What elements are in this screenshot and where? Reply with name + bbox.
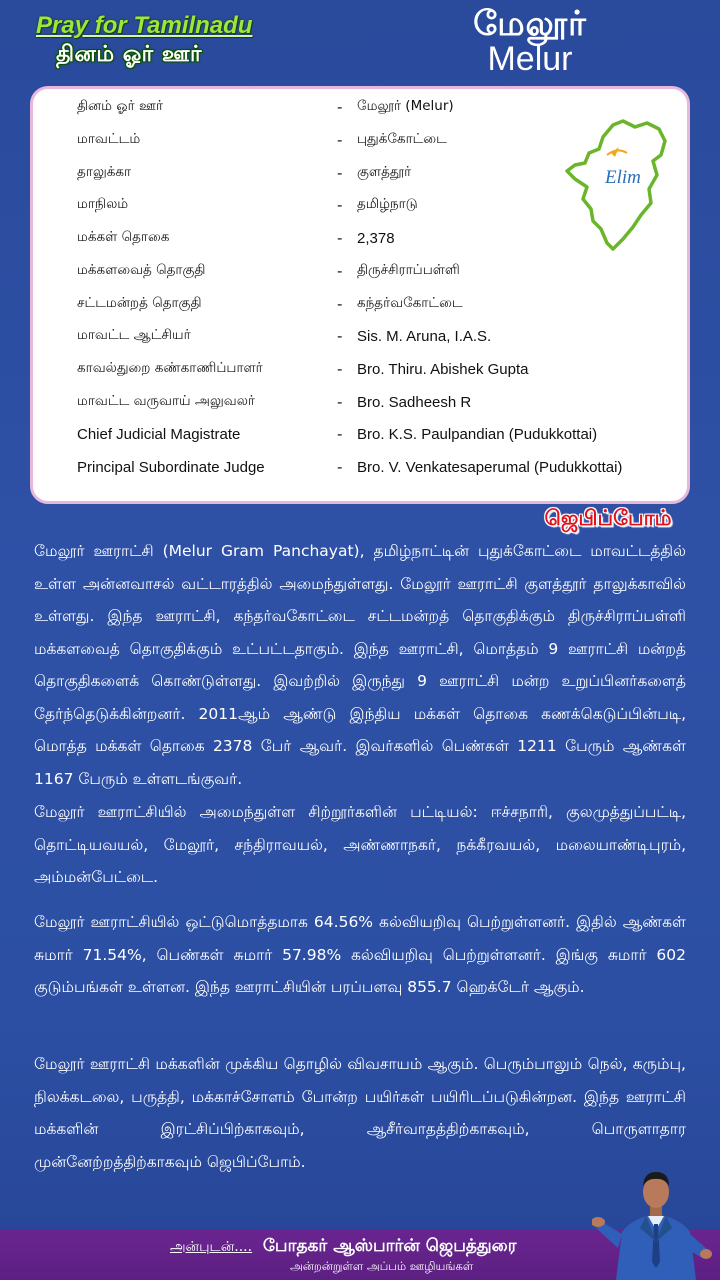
- info-dash: -: [337, 327, 343, 345]
- info-label: Chief Judicial Magistrate: [77, 425, 241, 443]
- info-value: Sis. M. Aruna, I.A.S.: [357, 327, 492, 345]
- info-dash: -: [337, 393, 343, 411]
- info-dash: -: [337, 131, 343, 149]
- info-value: Bro. Sadheesh R: [357, 393, 472, 411]
- info-row: [77, 257, 687, 285]
- ministry-name: அன்றன்றுள்ள அப்பம் ஊழியங்கள்: [290, 1259, 474, 1273]
- info-dash: -: [337, 360, 343, 378]
- pastor-name: போதகர் ஆஸ்பார்ன் ஜெபத்துரை: [262, 1236, 517, 1256]
- info-label: மாவட்டம்: [77, 131, 141, 147]
- info-label: மாவட்ட ஆட்சியர்: [77, 327, 191, 343]
- info-value: Bro. V. Venkatesaperumal (Pudukkottai): [357, 458, 623, 476]
- paragraph-literacy: மேலூர் ஊராட்சியில் ஒட்டுமொத்தமாக 64.56% கல்வியறிவு பெற்றுள்ளனர். இதில் ஆண்கள் சுமார் 71.54%, பெண்கள் சுமார் 57.98% கல்வியறிவு பெற்றுள்ளனர். இங்கு சுமார் 602 குடும்பங்கள் உள்ளன. இந்த ஊராட்சியின் பரப்பளவு 855.7 ஹெக்டேர் ஆகும்.: [34, 913, 686, 996]
- info-label: காவல்துறை கண்காணிப்பாளர்: [77, 360, 263, 376]
- info-dash: -: [337, 98, 343, 116]
- info-dash: -: [337, 425, 343, 443]
- info-label: மாநிலம்: [77, 196, 129, 212]
- info-value: திருச்சிராப்பள்ளி: [357, 262, 460, 278]
- info-dash: -: [337, 196, 343, 214]
- info-label: Principal Subordinate Judge: [77, 458, 265, 476]
- village-name-tamil: மேலூர்: [473, 4, 587, 44]
- info-dash: -: [337, 164, 343, 182]
- info-label: தினம் ஓர் ஊர்: [77, 98, 164, 114]
- pray-badge: ஜெபிப்போம்: [544, 506, 672, 530]
- info-value: கந்தர்வகோட்டை: [357, 295, 463, 311]
- info-value: புதுக்கோட்டை: [357, 131, 447, 147]
- info-value: Bro. K.S. Paulpandian (Pudukkottai): [357, 425, 598, 443]
- footer-signature: [170, 1236, 640, 1258]
- info-card: [30, 86, 690, 504]
- info-label: சட்டமன்றத் தொகுதி: [77, 295, 202, 311]
- info-dash: -: [337, 295, 343, 313]
- info-row: [77, 420, 687, 448]
- info-label: தாலுக்கா: [77, 164, 132, 180]
- info-value: Bro. Thiru. Abishek Gupta: [357, 360, 529, 378]
- info-dash: -: [337, 262, 343, 280]
- info-dash: -: [337, 458, 343, 476]
- village-name-english: Melur: [487, 40, 573, 78]
- info-label: மக்களவைத் தொகுதி: [77, 262, 206, 278]
- with-love-text: அன்புடன்....: [170, 1239, 253, 1255]
- info-label: மாவட்ட வருவாய் அலுவலர்: [77, 393, 255, 409]
- info-value: மேலூர் (Melur): [357, 98, 454, 114]
- info-value: குளத்தூர்: [357, 164, 412, 180]
- info-row: [77, 322, 687, 350]
- pray-for-tamilnadu-title: Pray for Tamilnadu: [36, 12, 253, 39]
- info-label: மக்கள் தொகை: [77, 229, 170, 245]
- info-row: [77, 388, 687, 416]
- info-value: 2,378: [357, 229, 395, 247]
- paragraph-occupation: மேலூர் ஊராட்சி மக்களின் முக்கிய தொழில் விவசாயம் ஆகும். பெரும்பாலும் நெல், கரும்பு, நிலக்கடலை, பருத்தி, மக்காச்சோளம் போன்ற பயிர்கள் பயிரிடப்படுகின்றன. இந்த ஊராட்சி மக்களின் இரட்சிப்பிற்காகவும், ஆசீர்வாதத்திற்காகவும், பொருளாதார முன்னேற்றத்திற்காகவும் ஜெபிப்போம்.: [34, 1055, 686, 1171]
- info-dash: -: [337, 229, 343, 247]
- paragraph-villages: மேலூர் ஊராட்சியில் அமைந்துள்ள சிற்றூர்களின் பட்டியல்: ஈச்சநாரி, குலமுத்துப்பட்டி, தொட்டியவயல், மேலூர், சந்திராவயல், அண்ணாநகர், நக்கீரவயல், மலையாண்டிபுரம், அம்மன்பேட்டை.: [34, 803, 686, 886]
- daily-village-title: தினம் ஓர் ஊர்: [56, 42, 203, 67]
- info-value: தமிழ்நாடு: [357, 196, 418, 212]
- info-row: [77, 453, 687, 481]
- pastor-photo: [592, 1158, 720, 1280]
- info-row: [77, 355, 687, 383]
- info-row: [77, 290, 687, 318]
- paragraph-intro: மேலூர் ஊராட்சி (Melur Gram Panchayat), தமிழ்நாட்டின் புதுக்கோட்டை மாவட்டத்தில் உள்ள அன்னவாசல் வட்டாரத்தில் அமைந்துள்ளது. மேலூர் ஊராட்சி குளத்தூர் தாலுக்காவில் உள்ளது. இந்த ஊராட்சி, கந்தர்வகோட்டை சட்டமன்றத் தொகுதிக்கும் திருச்சிராப்பள்ளி மக்களவைத் தொகுதிக்கும் உட்பட்டதாகும். இந்த ஊராட்சி, மொத்தம் 9 ஊராட்சி மன்றத் தொகுதிகளைக் கொண்டுள்ளது. இவற்றில் இருந்து 9 ஊராட்சி மன்ற உறுப்பினர்களைத் தேர்ந்தெடுக்கின்றனர். 2011ஆம் ஆண்டு இந்திய மக்கள் தொகை கணக்கெடுப்பின்படி, மொத்த மக்கள் தொகை 2378 பேர் ஆவர். இவர்களில் பெண்கள் 1211 பேரும் ஆண்கள் 1167 பேரும் உள்ளடங்குவர்.: [34, 542, 686, 788]
- tamilnadu-map: [561, 117, 671, 253]
- header: [0, 0, 720, 84]
- elim-logo: Elim: [605, 167, 641, 188]
